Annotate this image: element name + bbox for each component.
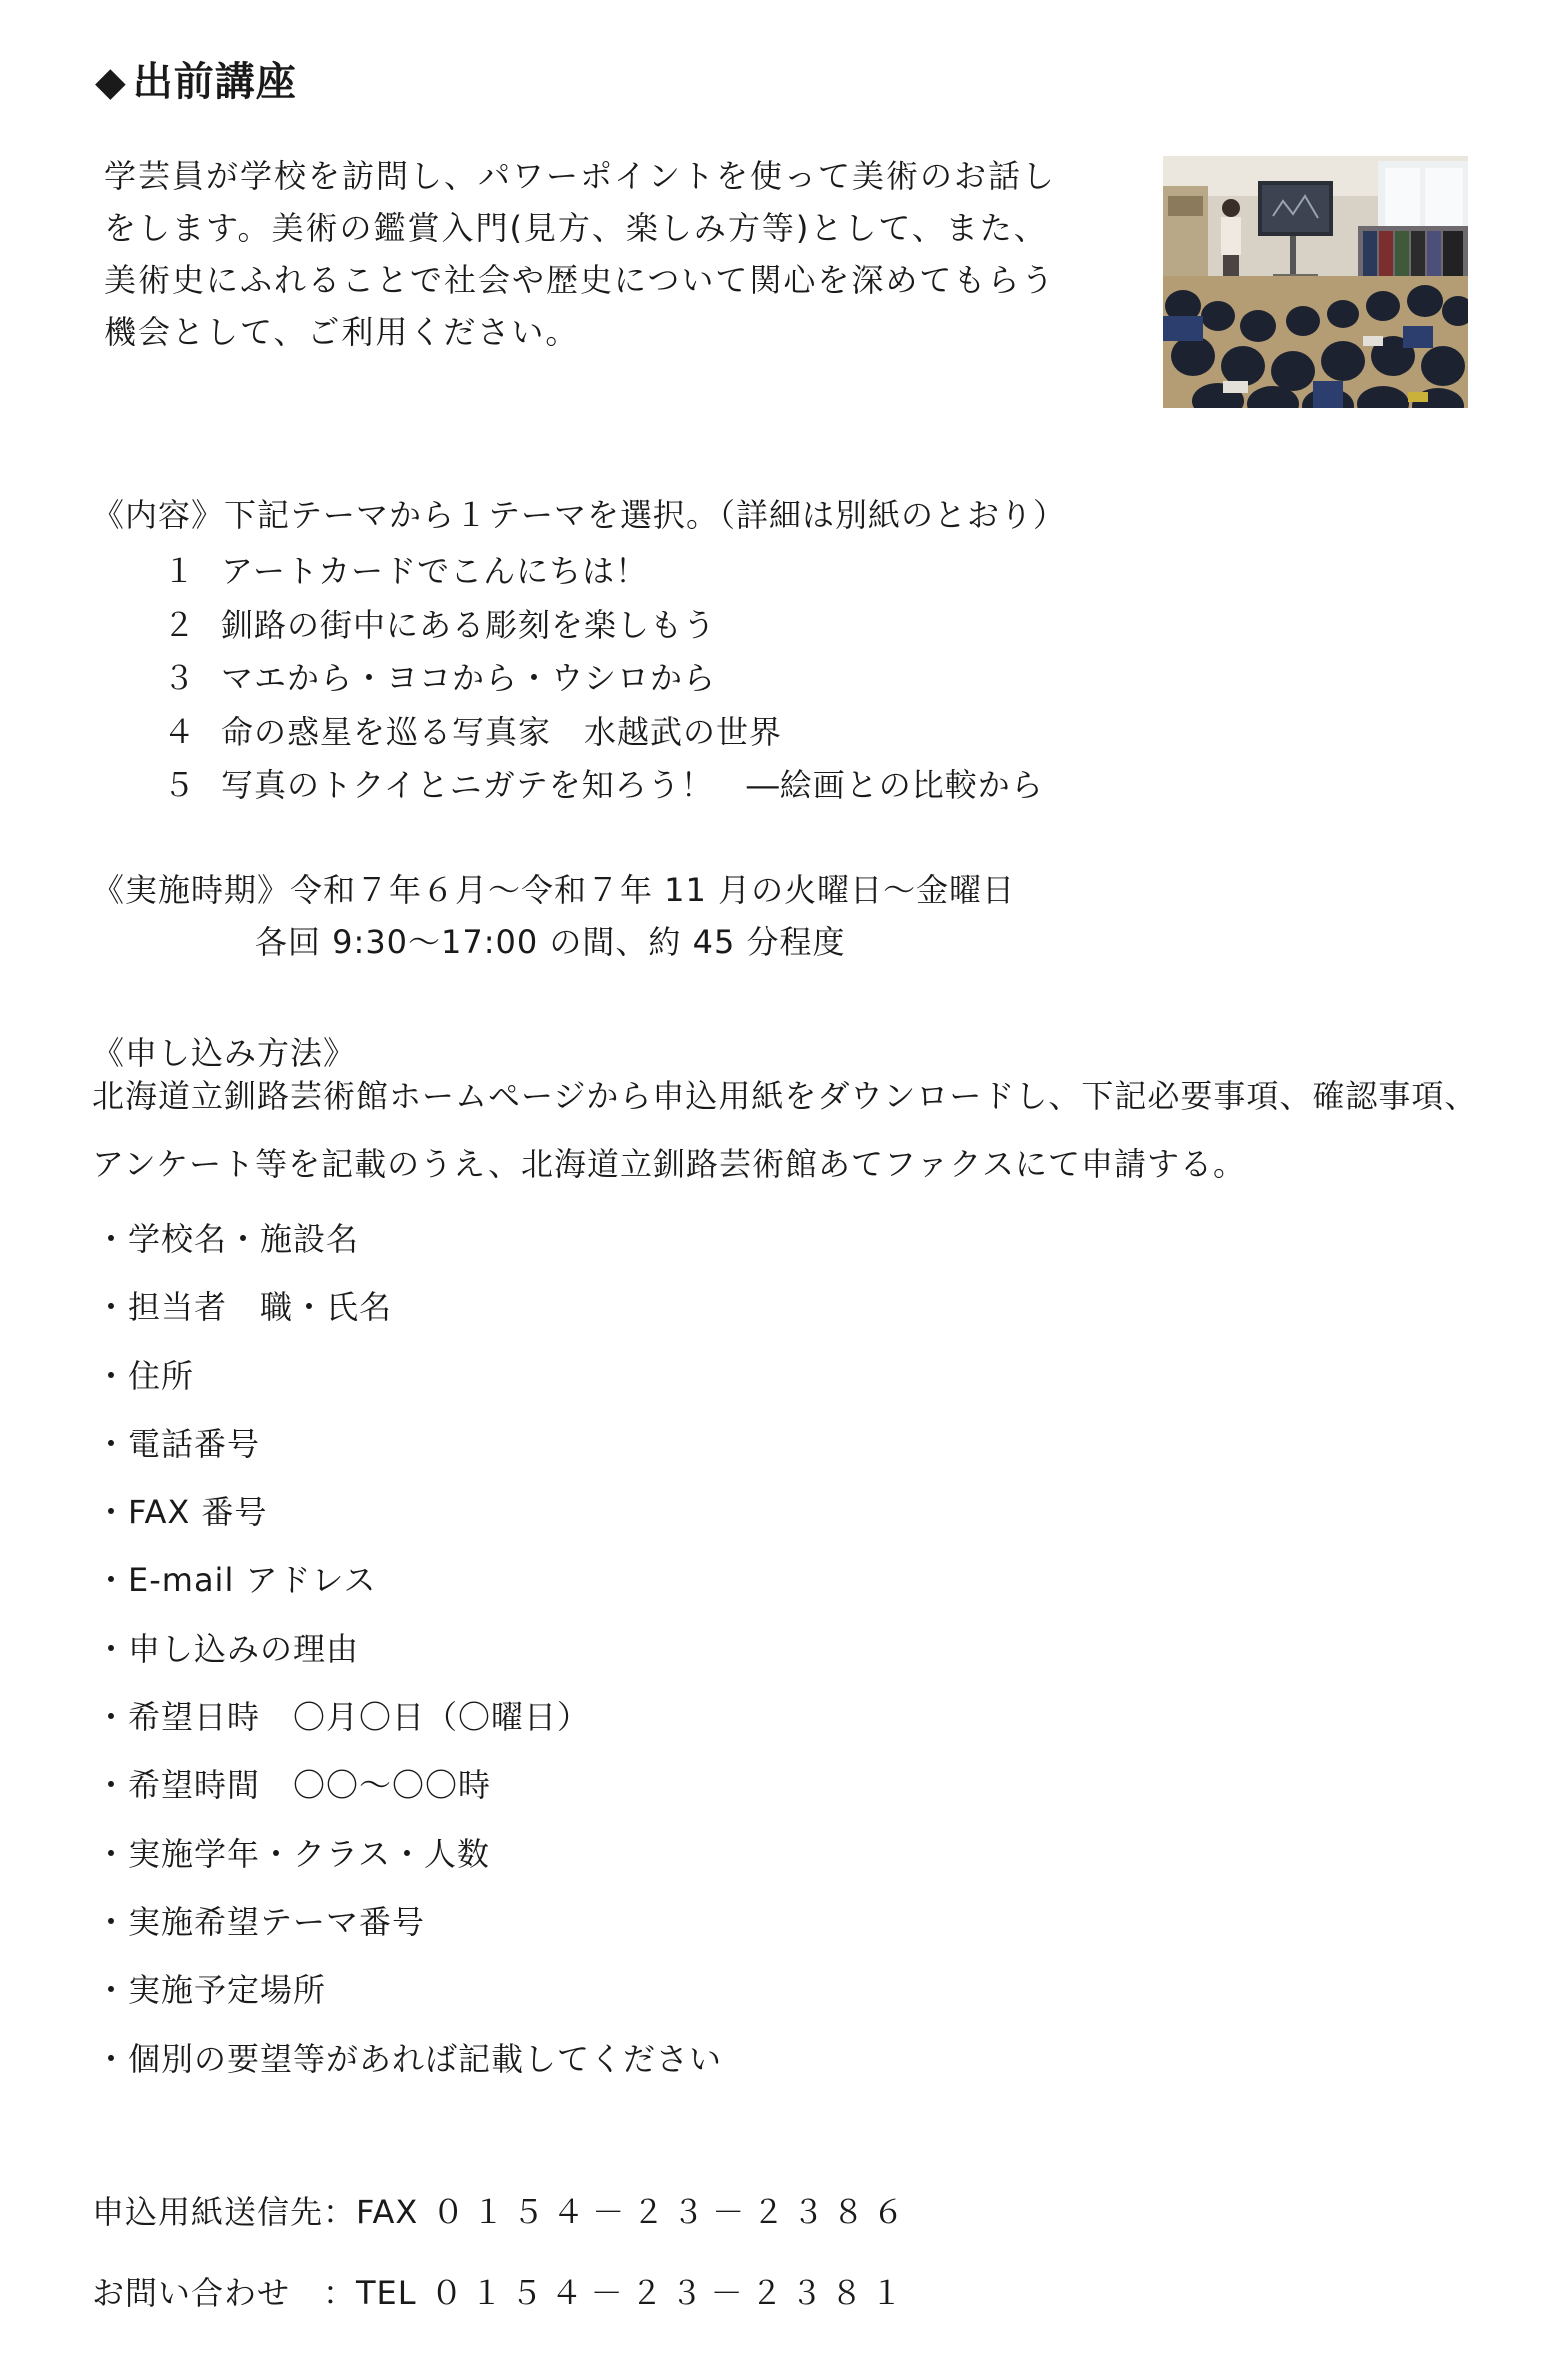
list-item: ・希望日時 〇月〇日（〇曜日） [95, 1698, 591, 1737]
list-item: ・E-mail アドレス [95, 1561, 377, 1600]
list-item [163, 652, 1044, 706]
list-item [163, 759, 1044, 813]
theme-number: ２ [163, 605, 197, 644]
list-item: ・電話番号 [95, 1424, 261, 1463]
period-heading: 《実施時期》令和７年６月～令和７年 11 月の火曜日～金曜日 [92, 871, 1016, 909]
diamond-icon: ◆ [95, 59, 127, 105]
intro-line: 学芸員が学校を訪問し、パワーポイントを使って美術のお話し [104, 157, 1057, 195]
list-item: ・個別の要望等があれば記載してください [95, 2039, 723, 2078]
theme-number: １ [163, 552, 197, 590]
theme-title: マエから・ヨコから・ウシロから [221, 659, 717, 697]
theme-title: アートカードでこんにちは！ [221, 552, 649, 590]
classroom-lecture-image [1163, 156, 1468, 408]
tel-label: お問い合わせ ：TEL [92, 2274, 417, 2312]
page-title [95, 50, 297, 107]
theme-number: ４ [163, 712, 197, 751]
list-item: ・学校名・施設名 [95, 1220, 360, 1258]
intro-line: 美術史にふれることで社会や歴史について関心を深めてもらう [104, 261, 1056, 299]
list-item: ・希望時間 〇〇～〇〇時 [95, 1766, 492, 1805]
period-detail: 各回 9:30～17:00 の間、約 45 分程度 [255, 923, 846, 961]
theme-number: ３ [163, 659, 197, 697]
intro-line: をします。美術の鑑賞入門(見方、楽しみ方等)として、また、 [104, 209, 1048, 247]
theme-number: ５ [163, 766, 197, 804]
list-item: ・実施学年・クラス・人数 [95, 1834, 491, 1873]
lecture-photo [1163, 156, 1468, 408]
tel-number: ０１５４－２３－２３８１ [430, 2274, 911, 2312]
list-item: ・担当者 職・氏名 [95, 1288, 393, 1327]
apply-description-line: 北海道立釧路芸術館ホームページから申込用紙をダウンロードし、下記必要事項、確認事項、 [92, 1077, 1478, 1115]
fax-contact [92, 2187, 912, 2233]
list-item: ・住所 [95, 1356, 195, 1395]
list-item [163, 706, 1044, 760]
theme-list [163, 545, 1044, 813]
fax-label: 申込用紙送信先：FAX [92, 2193, 419, 2231]
page-title-text: 出前講座 [132, 59, 297, 105]
theme-title: 命の惑星を巡る写真家 水越武の世界 [221, 712, 783, 751]
fax-number: ０１５４－２３－２３８６ [432, 2193, 913, 2231]
list-item: ・FAX 番号 [95, 1493, 268, 1532]
tel-contact [92, 2268, 911, 2314]
list-item: ・申し込みの理由 [95, 1629, 360, 1668]
list-item [163, 599, 1044, 653]
theme-title: 釧路の街中にある彫刻を楽しもう [221, 605, 717, 644]
list-item: ・実施予定場所 [95, 1971, 327, 2010]
required-items-list [95, 1205, 722, 2093]
list-item [163, 545, 1044, 599]
theme-title: 写真のトクイとニガテを知ろう！ ―絵画との比較から [221, 766, 1044, 804]
apply-heading: 《申し込み方法》 [92, 1034, 357, 1072]
intro-paragraph [104, 150, 1134, 358]
list-item: ・実施希望テーマ番号 [95, 1902, 426, 1941]
intro-line: 機会として、ご利用ください。 [104, 313, 580, 351]
apply-description-line: アンケート等を記載のうえ、北海道立釧路芸術館あてファクスにて申請する。 [92, 1145, 1247, 1183]
content-heading: 《内容》下記テーマから１テーマを選択。（詳細は別紙のとおり） [92, 496, 1067, 534]
